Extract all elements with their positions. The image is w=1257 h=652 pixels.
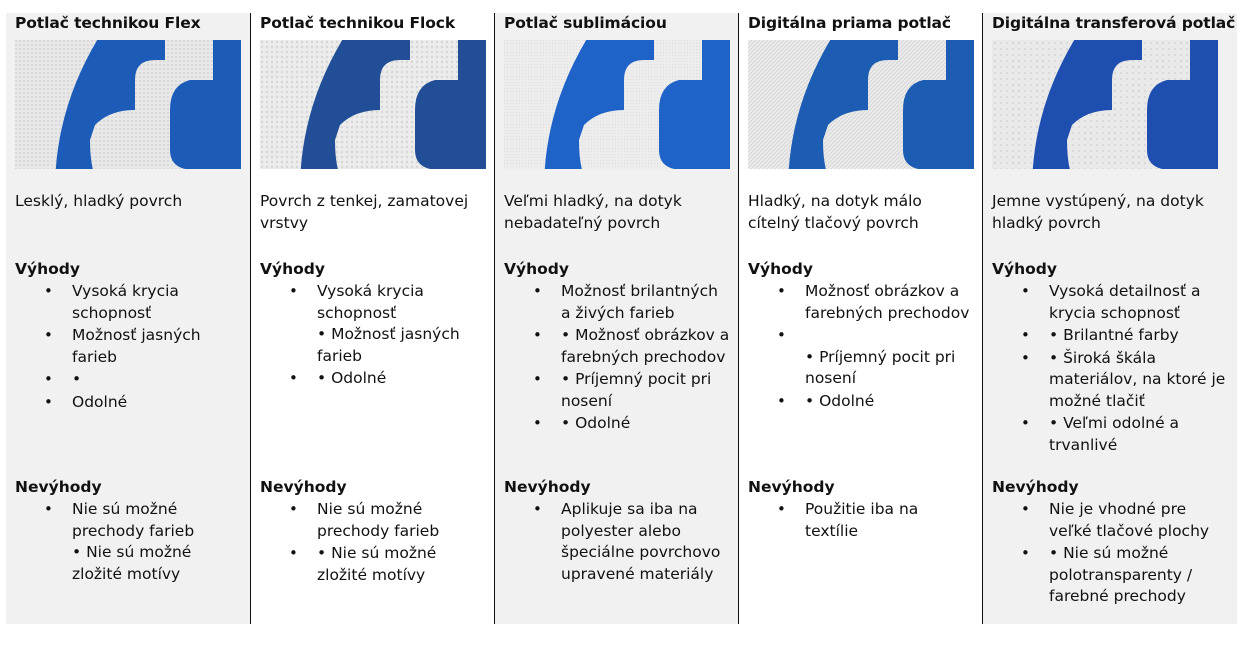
list-item-text: Nie sú možné prechody farieb • Nie sú možné zložité motívy xyxy=(72,500,195,583)
technique-column xyxy=(494,13,738,624)
texture-sample-image xyxy=(748,40,974,169)
advantages-section xyxy=(15,258,244,413)
list-item xyxy=(748,391,976,413)
list-item-text: • Široká škála materiálov, na ktoré je možné tlačiť xyxy=(1049,348,1226,410)
technique-column xyxy=(738,13,982,624)
bullet-icon: • xyxy=(289,500,298,518)
advantages-heading: Výhody xyxy=(15,260,80,278)
list-item-text: Nie sú možné prechody farieb xyxy=(317,500,440,540)
column-title: Potlač sublimáciou xyxy=(504,14,667,32)
bullet-icon: • xyxy=(289,369,298,387)
bullet-icon: • xyxy=(1021,326,1030,344)
list-item-text: Aplikuje sa iba na polyester alebo špeciálne povrchovo upravené materiály xyxy=(561,500,721,583)
bullet-icon: • xyxy=(533,370,542,388)
list-item xyxy=(748,281,976,324)
disadvantages-heading: Nevýhody xyxy=(748,478,835,496)
list-item xyxy=(748,325,976,390)
column-title: Potlač technikou Flex xyxy=(15,14,201,32)
bullet-icon: • xyxy=(1021,348,1030,367)
list-item xyxy=(992,413,1231,456)
disadvantages-heading: Nevýhody xyxy=(260,478,347,496)
advantages-section xyxy=(504,258,732,435)
list-item-text: Možnosť brilantných a živých farieb xyxy=(561,282,718,322)
bullet-icon: • xyxy=(44,326,53,344)
disadvantages-section xyxy=(992,476,1231,608)
list-item-text: Použitie iba na textílie xyxy=(805,500,919,540)
list-item xyxy=(504,325,732,368)
disadvantages-heading: Nevýhody xyxy=(992,478,1079,496)
disadvantages-section xyxy=(748,476,976,542)
surface-description: Lesklý, hladký povrch xyxy=(15,192,183,210)
list-item xyxy=(992,325,1231,347)
bullet-icon: • xyxy=(1021,282,1030,300)
list-item xyxy=(992,281,1231,324)
bullet-icon: • xyxy=(1021,544,1030,562)
list-item xyxy=(504,281,732,324)
surface-description: Povrch z tenkej, zamatovej vrstvy xyxy=(260,192,469,232)
list-item xyxy=(260,281,488,367)
advantages-heading: Výhody xyxy=(992,260,1057,278)
bullet-icon: • xyxy=(533,282,542,300)
disadvantages-section xyxy=(15,476,244,585)
list-item-text: • Brilantné farby xyxy=(1049,326,1179,344)
bullet-icon: • xyxy=(777,500,786,518)
column-title: Potlač technikou Flock xyxy=(260,14,456,32)
list-item xyxy=(992,348,1231,413)
list-item-text: • Odolné xyxy=(317,369,387,387)
bullet-icon: • xyxy=(777,391,786,410)
list-item-text: • Odolné xyxy=(805,391,875,410)
bullet-icon: • xyxy=(533,500,542,518)
advantages-heading: Výhody xyxy=(260,260,325,278)
list-item xyxy=(15,499,244,585)
list-item-text: • Možnosť obrázkov a farebných prechodov xyxy=(561,326,730,366)
list-item-text: • Odolné xyxy=(561,414,631,432)
advantages-section xyxy=(992,258,1231,456)
technique-column xyxy=(250,13,494,624)
list-item xyxy=(504,413,732,435)
list-item-text: Nie je vhodné pre veľké tlačové plochy xyxy=(1049,500,1210,540)
list-item-text: Vysoká krycia schopnosť xyxy=(72,282,179,322)
list-item-text: • Príjemný pocit pri nosení xyxy=(805,347,956,387)
column-title: Digitálna priama potlač xyxy=(748,14,951,32)
list-item xyxy=(15,392,244,414)
list-item xyxy=(748,499,976,542)
bullet-icon: • xyxy=(44,282,53,300)
technique-column xyxy=(6,13,250,624)
list-item xyxy=(15,369,244,391)
list-item xyxy=(260,543,488,586)
list-item-text: Možnosť jasných farieb xyxy=(72,326,201,366)
list-item-text: • Veľmi odolné a trvanlivé xyxy=(1049,414,1180,454)
advantages-heading: Výhody xyxy=(504,260,569,278)
column-title: Digitálna transferová potlač xyxy=(992,14,1236,32)
bullet-icon: • xyxy=(533,326,542,344)
list-item-text: Možnosť obrázkov a farebných prechodov xyxy=(805,282,970,322)
list-item xyxy=(260,499,488,542)
list-item xyxy=(992,543,1231,608)
list-item xyxy=(15,281,244,324)
advantages-heading: Výhody xyxy=(748,260,813,278)
texture-sample-image xyxy=(15,40,241,169)
list-item xyxy=(992,499,1231,542)
list-item-text: • Nie sú možné polotransparenty / farebné prechody xyxy=(1049,544,1193,605)
bullet-icon: • xyxy=(777,282,786,300)
list-item-text: Odolné xyxy=(72,392,128,411)
list-item xyxy=(15,325,244,368)
surface-description: Jemne vystúpený, na dotyk hladký povrch xyxy=(992,192,1204,232)
texture-sample-image xyxy=(260,40,486,169)
surface-description: Veľmi hladký, na dotyk nebadateľný povrch xyxy=(504,192,682,232)
disadvantages-section xyxy=(504,476,732,585)
list-item-text: Vysoká detailnosť a krycia schopnosť xyxy=(1049,282,1201,322)
list-item-text: Vysoká krycia schopnosť • Možnosť jasných farieb xyxy=(317,282,460,365)
bullet-icon: • xyxy=(1021,500,1030,518)
bullet-icon: • xyxy=(44,370,53,388)
texture-sample-image xyxy=(992,40,1218,169)
list-item xyxy=(504,499,732,585)
list-item-text: • xyxy=(72,370,82,388)
bullet-icon: • xyxy=(289,282,298,300)
comparison-table xyxy=(6,13,1237,624)
list-item xyxy=(504,369,732,412)
disadvantages-heading: Nevýhody xyxy=(15,478,102,496)
advantages-section xyxy=(748,258,976,412)
advantages-section xyxy=(260,258,488,390)
bullet-icon: • xyxy=(44,392,53,411)
bullet-icon: • xyxy=(289,544,298,562)
bullet-icon: • xyxy=(44,500,53,518)
technique-column xyxy=(982,13,1237,624)
list-item-text: • Nie sú možné zložité motívy xyxy=(317,544,437,584)
surface-description: Hladký, na dotyk málo cítelný tlačový povrch xyxy=(748,192,922,232)
disadvantages-heading: Nevýhody xyxy=(504,478,591,496)
list-item-text: • Príjemný pocit pri nosení xyxy=(561,370,712,410)
bullet-icon: • xyxy=(777,326,786,344)
texture-sample-image xyxy=(504,40,730,169)
bullet-icon: • xyxy=(1021,414,1030,432)
list-item xyxy=(260,368,488,390)
bullet-icon: • xyxy=(533,414,542,432)
disadvantages-section xyxy=(260,476,488,586)
